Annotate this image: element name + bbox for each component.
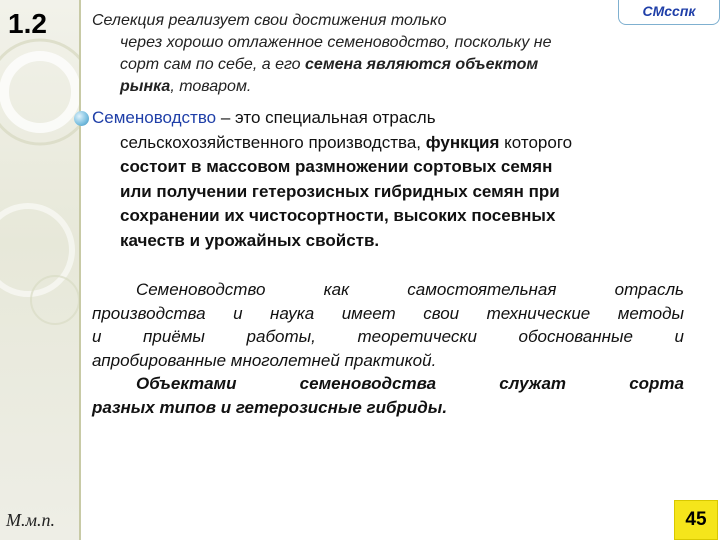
definition-line: сохранении их чистосортности, высоких посевных: [120, 206, 556, 225]
intro-line: Селекция реализует свои достижения только: [92, 12, 447, 29]
definition-line: [92, 106, 712, 131]
definition-text: которого: [499, 132, 573, 152]
intro-emphasis: семена являются объектом: [305, 56, 539, 73]
intro-line: через хорошо отлаженное семеноводство, поскольку не: [120, 34, 552, 51]
sidebar-divider: [79, 0, 81, 540]
definition-text: – это специальная отрасль: [216, 108, 436, 127]
body-line: Объектами семеноводства служат сорта: [136, 374, 684, 393]
intro-paragraph: [92, 10, 652, 98]
body-line: Семеноводство как самостоятельная отрасль: [136, 280, 684, 299]
definition-line: качеств и урожайных свойств.: [120, 230, 380, 250]
body-line: разных типов и гетерозисные гибриды.: [92, 397, 448, 417]
definition-emphasis: функция: [425, 132, 500, 152]
definition-line: состоит в массовом размножении сортовых семян: [120, 157, 553, 176]
body-line: производства и наука имеет свои технические методы: [92, 303, 684, 323]
header-tag: СМсспк: [618, 0, 720, 25]
author-initials: М.м.п.: [6, 510, 55, 530]
definition-line: или получении гетерозисных гибридных семян при: [120, 181, 560, 201]
slide-number: 1.2: [8, 8, 47, 39]
intro-text: , товаром.: [170, 78, 252, 95]
intro-line: [92, 76, 652, 98]
intro-text: сорт сам по себе, а его: [120, 56, 306, 73]
decorative-circles: [0, 0, 80, 540]
definition-paragraph: [92, 106, 712, 253]
body-paragraph: [92, 278, 684, 419]
intro-line: [92, 54, 652, 76]
definition-text: сельскохозяйственного производства,: [120, 132, 426, 152]
definition-line: [92, 131, 712, 156]
intro-emphasis: рынка: [120, 78, 171, 95]
page-number-badge: 45: [674, 500, 718, 540]
bullet-icon: [74, 111, 89, 126]
body-line: апробированные многолетней практикой.: [92, 350, 437, 370]
definition-term: Семеноводство: [92, 108, 217, 127]
body-line: и приёмы работы, теоретически обоснованные и: [92, 327, 684, 346]
